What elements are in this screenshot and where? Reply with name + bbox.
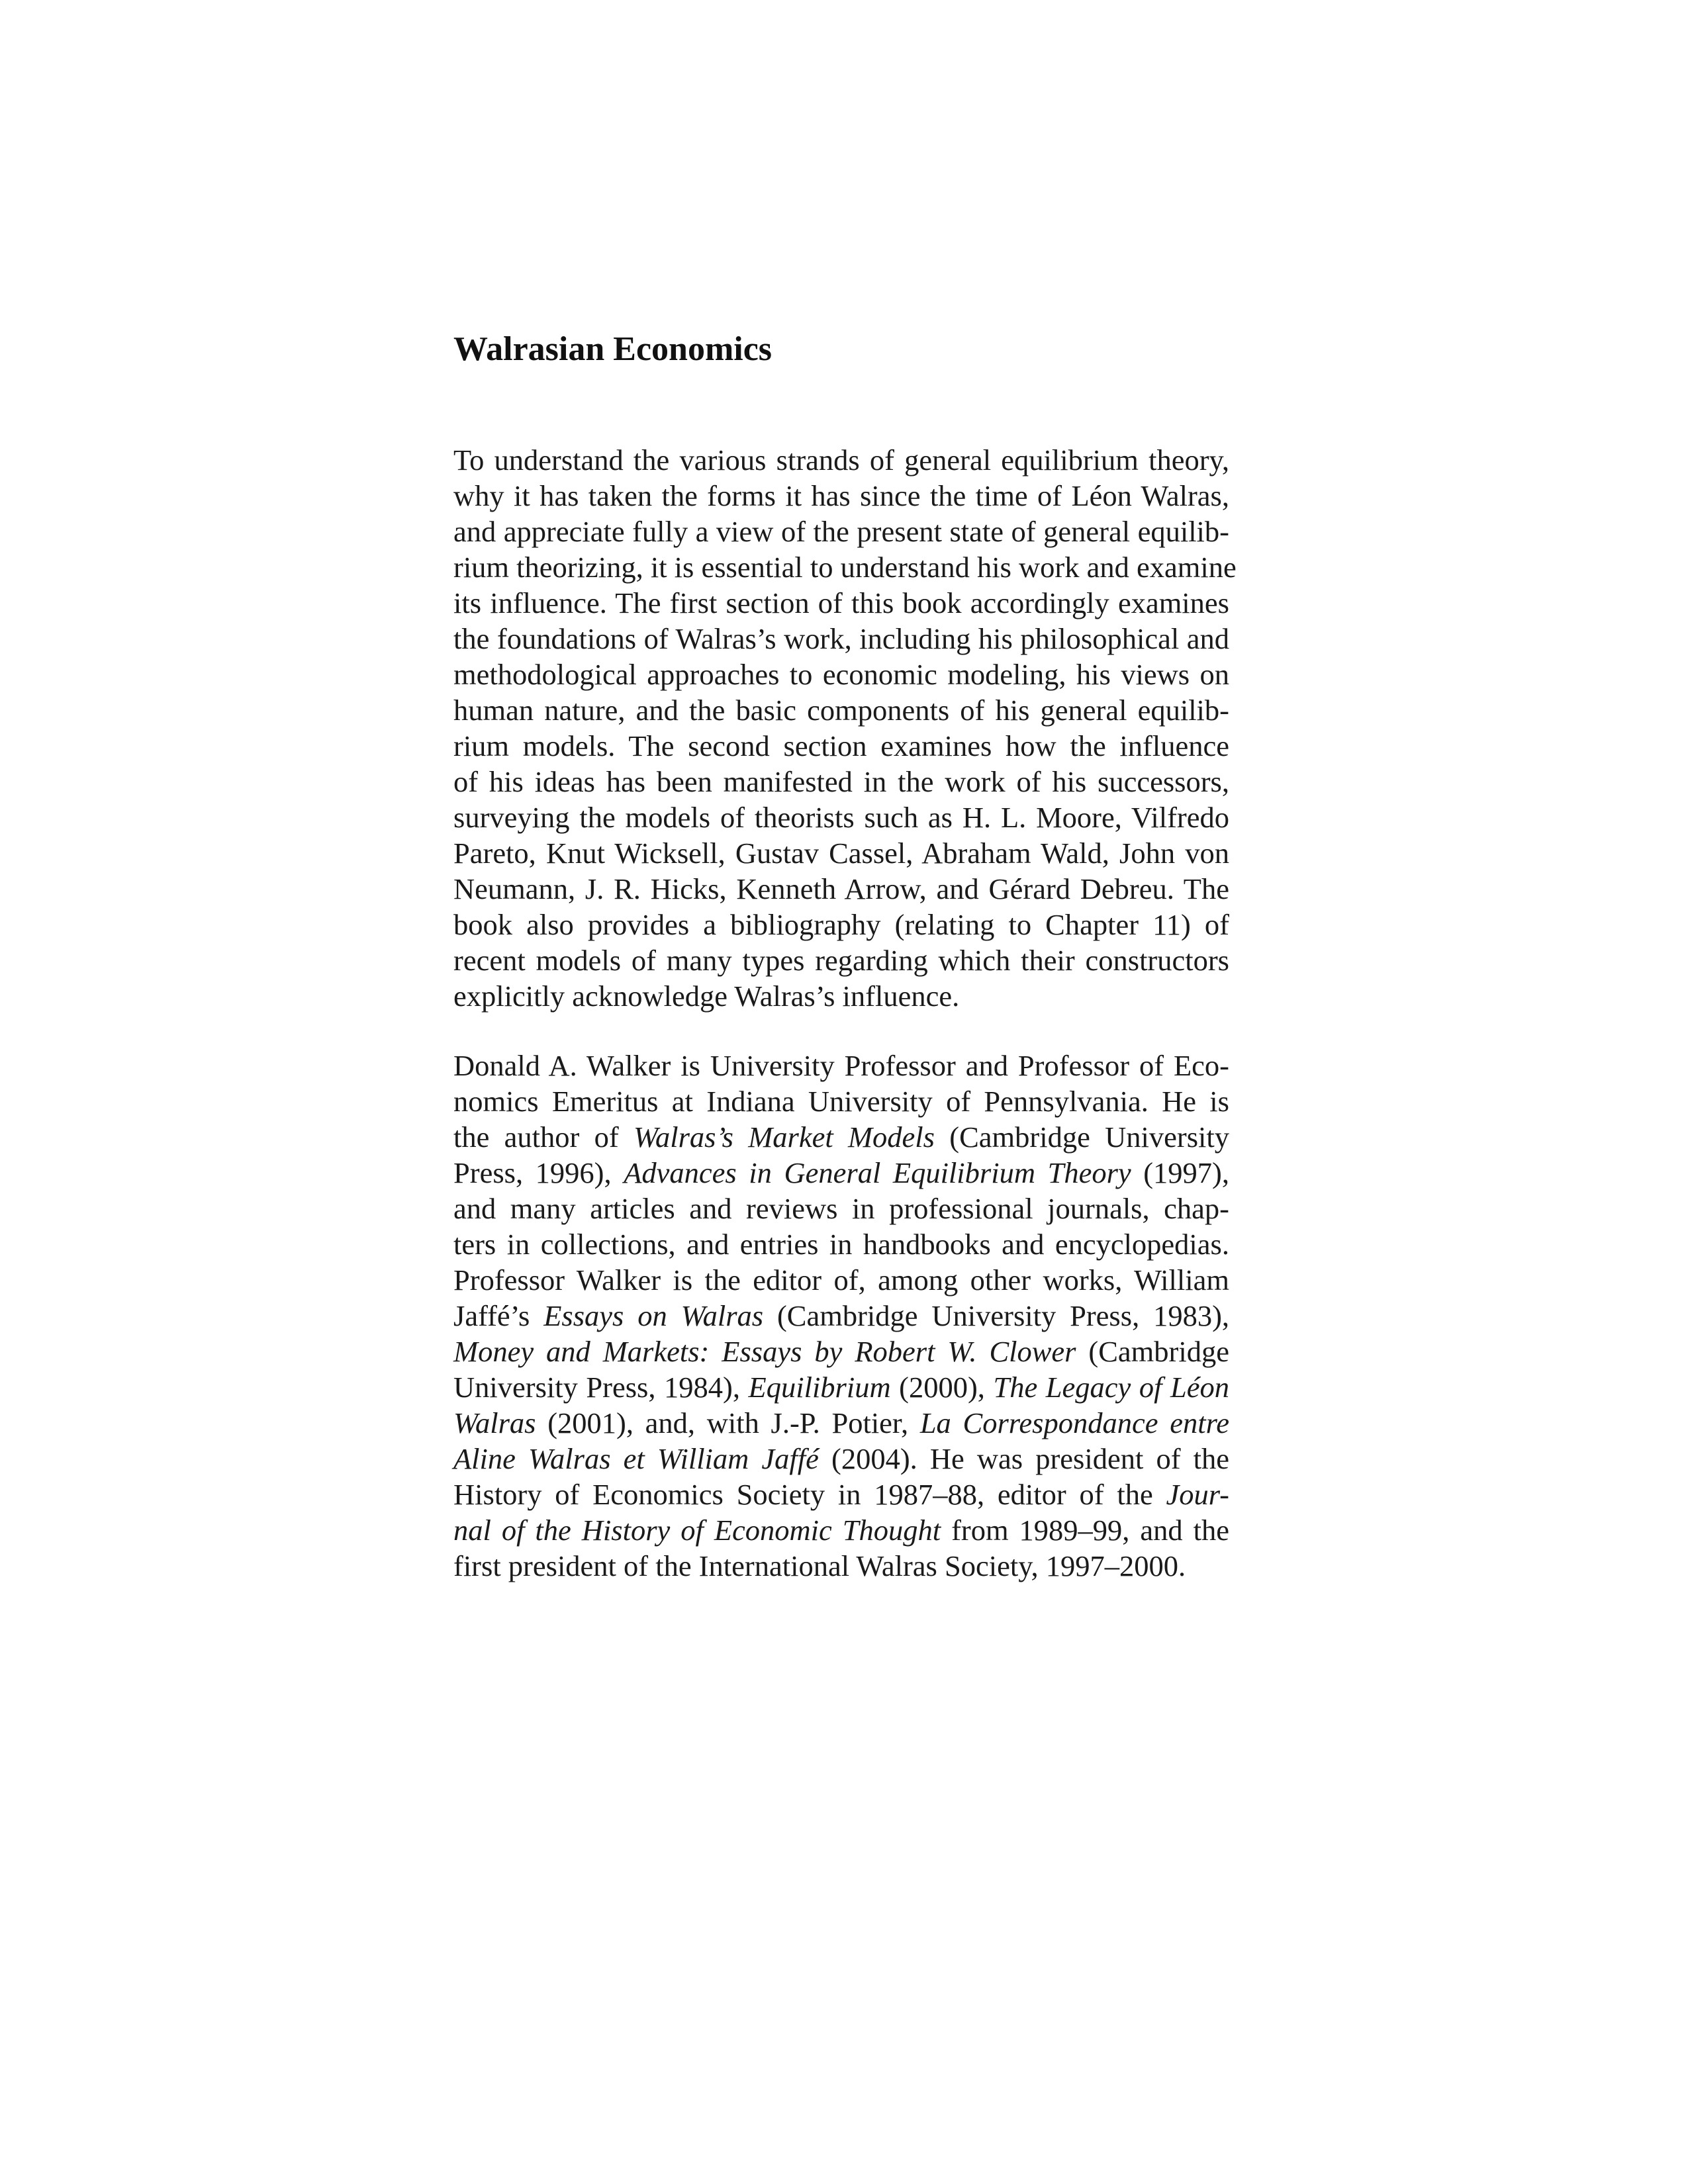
text-run: and many articles and reviews in professional journals, chap- [453, 1192, 1229, 1225]
biography-line [453, 1548, 1229, 1584]
page-title: Walrasian Economics [453, 330, 773, 368]
description-line: why it has taken the forms it has since the time of Léon Walras, [453, 479, 1229, 512]
text-run: History of Economics Society in 1987–88, editor of the [453, 1478, 1166, 1511]
description-line: Neumann, J. R. Hicks, Kenneth Arrow, and Gérard Debreu. The [453, 872, 1229, 905]
description-line: To understand the various strands of general equilibrium theory, [453, 443, 1229, 477]
biography-line [453, 1334, 1229, 1369]
text-run: first president of the International Walras Society, 1997–2000. [453, 1549, 1186, 1582]
biography-line [453, 1191, 1229, 1226]
description-line: and appreciate fully a view of the present state of general equilib- [453, 515, 1229, 548]
text-run: the author of [453, 1120, 634, 1154]
text-run: nomics Emeritus at Indiana University of Pennsylvania. He is [453, 1085, 1229, 1118]
biography-line [453, 1119, 1229, 1155]
italic-title: Equilibrium [748, 1371, 891, 1404]
description-line: its influence. The first section of this book accordingly examines [453, 586, 1229, 619]
biography-line [453, 1441, 1229, 1477]
text-run: (2000), [890, 1371, 994, 1404]
italic-title: Jour- [1166, 1478, 1229, 1511]
text-run: ters in collections, and entries in handbooks and encyclopedias. [453, 1228, 1229, 1261]
author-biography [453, 1048, 1229, 1584]
biography-line [453, 1298, 1229, 1334]
biography-line [453, 1226, 1229, 1262]
description-line: explicitly acknowledge Walras’s influence. [453, 979, 960, 1013]
text-run: from 1989–99, and the [941, 1514, 1229, 1547]
description-line: recent models of many types regarding which their constructors [453, 944, 1229, 977]
description-line: methodological approaches to economic modeling, his views on [453, 658, 1229, 691]
biography-line [453, 1477, 1229, 1512]
description-line: rium models. The second section examines how the influence [453, 729, 1229, 762]
text-run: (2001), and, with J.-P. Potier, [536, 1406, 920, 1439]
italic-title: La Correspondance entre [919, 1406, 1229, 1439]
biography-line [453, 1083, 1229, 1119]
biography-line [453, 1369, 1229, 1405]
biography-line [453, 1405, 1229, 1441]
text-run: (2004). He was president of the [818, 1442, 1229, 1475]
biography-line [453, 1262, 1229, 1298]
text-run: (Cambridge University Press, 1983), [763, 1299, 1230, 1332]
description-line: Pareto, Knut Wicksell, Gustav Cassel, Abraham Wald, John von [453, 837, 1229, 870]
italic-title: Walras’s Market Models [633, 1120, 935, 1154]
italic-title: Advances in General Equilibrium Theory [624, 1156, 1131, 1189]
italic-title: Essays on Walras [543, 1299, 764, 1332]
text-run: University Press, 1984), [453, 1371, 749, 1404]
text-run: Jaffé’s [453, 1299, 544, 1332]
italic-title: Money and Markets: Essays by Robert W. Clower [453, 1335, 1076, 1368]
biography-line [453, 1155, 1229, 1191]
description-line: rium theorizing, it is essential to understand his work and examine [453, 551, 1237, 584]
italic-title: Aline Walras et William Jaffé [453, 1442, 819, 1475]
description-line: the foundations of Walras’s work, including his philosophical and [453, 622, 1229, 655]
text-run: Professor Walker is the editor of, among other works, William [453, 1263, 1229, 1297]
book-description [453, 442, 1237, 1014]
italic-title: nal of the History of Economic Thought [453, 1514, 941, 1547]
description-line: surveying the models of theorists such as H. L. Moore, Vilfredo [453, 801, 1229, 834]
text-run: Donald A. Walker is University Professor and Professor of Eco- [453, 1049, 1229, 1082]
biography-line [453, 1048, 1229, 1083]
text-run: (Cambridge University [935, 1120, 1230, 1154]
biography-line [453, 1512, 1229, 1548]
italic-title: The Legacy of Léon [993, 1371, 1229, 1404]
description-line: of his ideas has been manifested in the work of his successors, [453, 765, 1229, 798]
description-line: human nature, and the basic components of his general equilib- [453, 694, 1229, 727]
text-run: (1997), [1131, 1156, 1229, 1189]
text-run: (Cambridge [1076, 1335, 1229, 1368]
description-line: book also provides a bibliography (relating to Chapter 11) of [453, 908, 1229, 941]
italic-title: Walras [453, 1406, 536, 1439]
text-run: Press, 1996), [453, 1156, 624, 1189]
